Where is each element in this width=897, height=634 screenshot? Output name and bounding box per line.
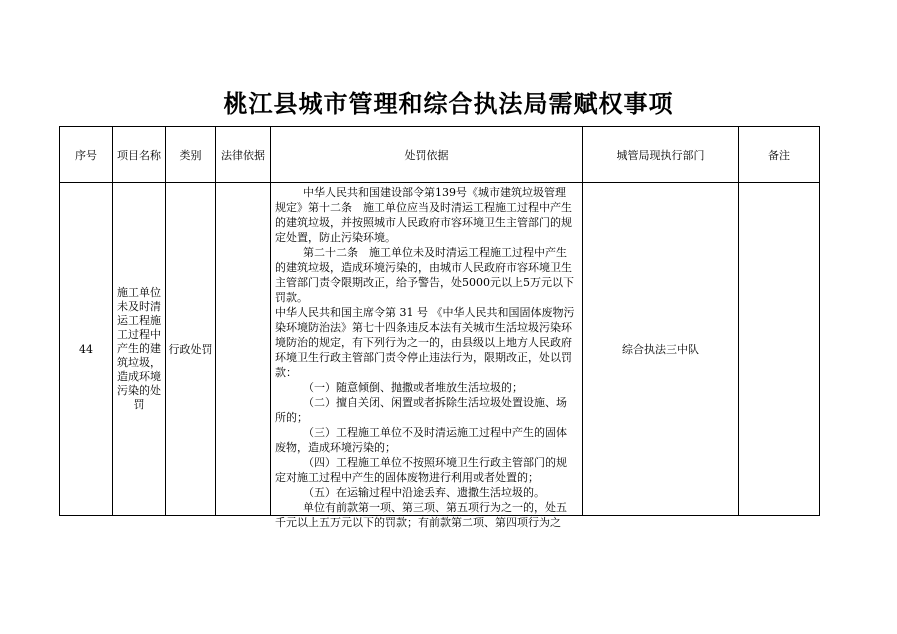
header-legal-basis: 法律依据: [216, 127, 271, 183]
row-category: 行政处罚: [166, 183, 216, 516]
basis-paragraph: 中华人民共和国主席令第 31 号 《中华人民共和国固体废物污染环境防治法》第七十四条违反本法有关城市生活垃圾污染环境防治的规定，有下列行为之一的，由县级以上地方人民政府环境卫生行政主管部门责令停止违法行为，限期改正，处以罚款：: [275, 306, 575, 379]
header-seq: 序号: [60, 127, 113, 183]
basis-paragraph: （四）工程施工单位不按照环境卫生行政主管部门的规定对施工过程中产生的固体废物进行利用或者处置的；: [275, 456, 567, 484]
table-row: [60, 183, 820, 516]
header-penalty-basis: 处罚依据: [271, 127, 583, 183]
basis-paragraph: （一）随意倾倒、抛撒或者堆放生活垃圾的；: [275, 381, 523, 394]
authority-table: [59, 126, 820, 529]
header-note: 备注: [739, 127, 820, 183]
header-category: 类别: [166, 127, 216, 183]
basis-paragraph: 单位有前款第一项、第三项、第五项行为之一的，处五千元以上五万元以下的罚款；有前款第二项、第四项行为之: [275, 501, 567, 529]
row-penalty-basis: [271, 183, 583, 529]
header-item-name: 项目名称: [113, 127, 166, 183]
basis-paragraph: 第二十二条 施工单位未及时清运工程施工过程中产生的建筑垃圾，造成环境污染的，由城市人民政府市容环境卫生主管部门责令限期改正，给予警告，处5000元以上5万元以下罚款。: [275, 246, 574, 304]
basis-paragraph: （三）工程施工单位不及时清运施工过程中产生的固体废物，造成环境污染的；: [275, 426, 567, 454]
header-row: [60, 127, 820, 183]
basis-paragraph: （五）在运输过程中沿途丢弃、遗撒生活垃圾的。: [275, 486, 545, 499]
row-legal-basis: [216, 183, 271, 516]
row-note: [739, 183, 820, 516]
header-department: 城管局现执行部门: [583, 127, 739, 183]
page-title: 桃江县城市管理和综合执法局需赋权事项: [223, 90, 674, 118]
row-department: 综合执法三中队: [583, 183, 739, 516]
basis-paragraph: （二）擅自关闭、闲置或者拆除生活垃圾处置设施、场所的；: [275, 396, 567, 424]
basis-paragraph: 中华人民共和国建设部令第139号《城市建筑垃圾管理规定》第十二条 施工单位应当及时清运工程施工过程中产生的建筑垃圾，并按照城市人民政府市容环境卫生主管部门的规定处置，防止污染环境。: [275, 186, 572, 244]
row-seq: 44: [60, 183, 113, 516]
row-item-name: 施工单位未及时清运工程施工过程中产生的建筑垃圾，造成环境污染的处罚: [113, 183, 166, 516]
